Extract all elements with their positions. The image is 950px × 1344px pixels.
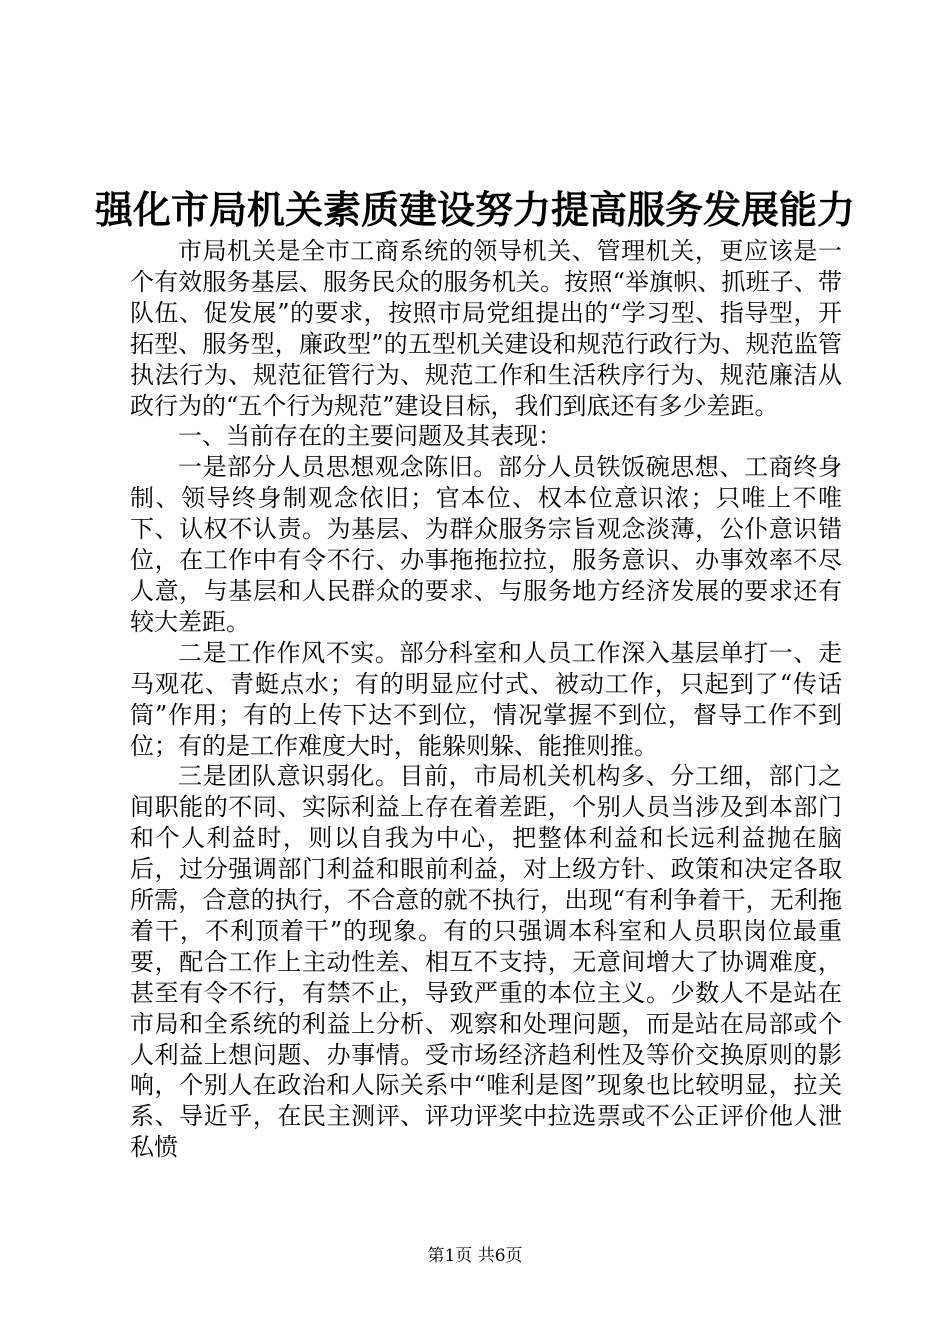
paragraph-point-2: 二是工作作风不实。部分科室和人员工作深入基层单打一、走马观花、青蜓点水；有的明显应付式、被动工作，只起到了“传话筒”作用；有的上传下达不到位，情况掌握不到位，督导工作不到位；有的是工作难度大时，能躲则躲、能推则推。 — [130, 638, 842, 760]
document-body — [130, 236, 842, 1163]
paragraph-point-3: 三是团队意识弱化。目前，市局机关机构多、分工细，部门之间职能的不同、实际利益上存在着差距，个别人员当涉及到本部门和个人利益时，则以自我为中心，把整体利益和长远利益抛在脑后，过分强调部门利益和眼前利益，对上级方针、政策和决定各取所需，合意的执行，不合意的就不执行，出现“有利争着干，无利拖着干，不利顶着干”的现象。有的只强调本科室和人员职岗位最重要，配合工作上主动性差、相互不支持，无意间增大了协调难度，甚至有令不行，有禁不止，导致严重的本位主义。少数人不是站在市局和全系统的利益上分析、观察和处理问题，而是站在局部或个人利益上想问题、办事情。受市场经济趋利性及等价交换原则的影响，个别人在政治和人际关系中“唯利是图”现象也比较明显，拉关系、导近乎，在民主测评、评功评奖中拉选票或不公正评价他人泄私愤 — [130, 762, 842, 1162]
paragraph-point-1: 一是部分人员思想观念陈旧。部分人员铁饭碗思想、工商终身制、领导终身制观念依旧；官本位、权本位意识浓；只唯上不唯下、认权不认责。为基层、为群众服务宗旨观念淡薄，公仆意识错位，在工作中有令不行、办事拖拖拉拉，服务意识、办事效率不尽人意，与基层和人民群众的要求、与服务地方经济发展的要求还有较大差距。 — [130, 453, 842, 636]
document-title: 强化市局机关素质建设努力提高服务发展能力 — [94, 187, 855, 232]
section-heading: 一、当前存在的主要问题及其表现： — [178, 422, 562, 451]
page-number-footer: 第1页 共6页 — [427, 1246, 523, 1266]
paragraph-intro: 市局机关是全市工商系统的领导机关、管理机关，更应该是一个有效服务基层、服务民众的服务机关。按照“举旗帜、抓班子、带队伍、促发展”的要求，按照市局党组提出的“学习型、指导型，开拓型、服务型，廉政型”的五型机关建设和规范行政行为、规范监管执法行为、规范征管行为、规范工作和生活秩序行为、规范廉洁从政行为的“五个行为规范”建设目标，我们到底还有多少差距。 — [130, 237, 842, 420]
